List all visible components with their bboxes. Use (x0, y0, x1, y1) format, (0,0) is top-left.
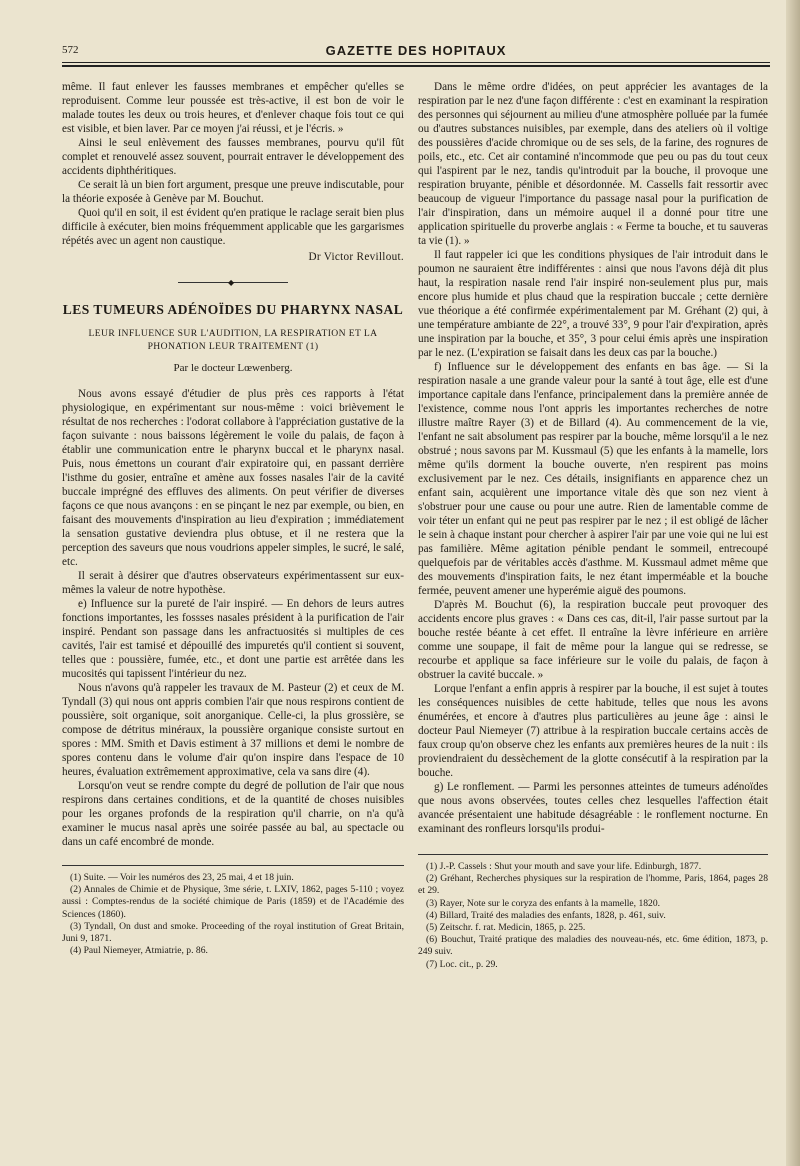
footnote-rule (62, 865, 404, 866)
author-signature: Dr Victor Revillout. (308, 251, 404, 263)
footnote: (7) Loc. cit., p. 29. (426, 958, 498, 970)
footnote: (2) Annales de Chimie et de Physique, 3me série, t. LXIV, 1862, pages 5-110 ; voyez aussi : Comptes-rendus de la société chimique de Paris (1859) et de l'Académie des Sciences (1860). (62, 884, 404, 920)
paragraph: Nous n'avons qu'à rappeler les travaux de M. Pasteur (2) et ceux de M. Tyndall (3) qui nous ont appris combien l'air que nous respirons contient de poussière, soit organique, soit anorganique. Celle-ci, la plus grossière, se compose de détritus minéraux, la poussière organique consiste surtout en spores : MM. Smith et Davis estiment à 37 millions et demi le nombre de spores contenu dans le volume d'air qu'on inspire dans l'espace de 10 heures, évaluation extrêmement approximative, cela va sans dire (4). (62, 682, 404, 778)
page-header (62, 40, 770, 62)
article-subtitle: LEUR INFLUENCE SUR L'AUDITION, LA RESPIRATION ET LA PHONATION LEUR TRAITEMENT (1) (88, 328, 378, 352)
paragraph: Lorsqu'on veut se rendre compte du degré de pollution de l'air que nous respirons dans certaines conditions, et de la quantité de choses nuisibles pour les organes profonds de la respiration qu'il charrie, on n'a qu'à examiner le mucus nasal après une soirée passée au bal, au spectacle ou dans un café encombré de monde. (62, 780, 404, 848)
paragraph: Quoi qu'il en soit, il est évident qu'en pratique le raclage serait bien plus difficile à exécuter, bien moins fréquemment applicable que les gargarismes répétés avec un agent non caustique. (62, 207, 404, 247)
footnotes-left (62, 872, 404, 957)
diamond-ornament-icon: ◆ (228, 278, 235, 287)
paragraph: f) Influence sur le développement des enfants en bas âge. — Si la respiration nasale a une grande valeur pour la santé à tout âge, elle est d'une importance capitale dans l'enfance, principalement dans la première année de l'existence, comme nous l'ont appris les importantes recherches de notre illustre maître Rayer (3) et de Billard (4). Au commencement de la vie, l'enfant ne sait absolument pas respirer par la bouche, même lorsqu'il a le nez obstrué ; nous savons par M. Kussmaul (5) que les enfants à la mamelle, lors même qu'ils dorment la bouche ouverte, n'en respirent pas moins exclusivement par le nez. Ces détails, insignifiants en apparence chez un enfant sain, acquièrent une importance vitale dès que son nez vient à s'obstruer pour une cause ou pour une autre. Rien de lamentable comme de voir téter un enfant qui ne peut pas respirer par le nez ; il est obligé de lâcher le sein à chaque instant pour chercher à aspirer l'air par une voie qui ne lui est pas familière. Même agitation pénible pendant le sommeil, entrecoupé quelquefois par de véritables accès d'asthme. M. Kussmaul admet même que des mouvements d'inspiration faits, le nez étant imperméable et la bouche fermée, peuvent amener une hyperémie aiguë des poumons. (418, 361, 768, 597)
paragraph: même. Il faut enlever les fausses membranes et empêcher qu'elles se reproduisent. Comme leur poussée est très-active, il est bon de voir le malade toutes les deux ou trois heures, et d'enlever chaque fois tout ce qui est visible, et bien laver. Par ce moyen j'ai réussi, et je l'écris. » (62, 81, 404, 135)
paragraph: Nous avons essayé d'étudier de plus près ces rapports à l'état physiologique, en expérimentant sur nous-même : voici brièvement le résultat de nos recherches : l'odorat collabore à l'appréciation gustative de la façon suivante : nous baissons légèrement le voile du palais, de façon à établir une communication entre le pharynx buccal et le pharynx nasal. Puis, nous émettons un courant d'air expiratoire qui, en passant derrière l'isthme du gosier, entraîne et amène aux fosses nasales l'air de la cavité buccale imprégné des effluves des aliments. On peut vérifier de diverses façons ce que nous avançons : en se pinçant le nez par exemple, ou bien, en faisant des mouvements d'inspiration au lieu d'expiration ; immédiatement la sensation gustative deviendra plus obtuse, et il ne restera que la perception des saveurs que nous voudrions appeler simples, le sucré, le salé, etc. (62, 388, 404, 568)
section-divider (178, 278, 288, 287)
header-rule (62, 62, 770, 67)
page-edge (786, 0, 800, 1166)
paragraph: Dans le même ordre d'idées, on peut apprécier les avantages de la respiration par le nez d'une façon différente : c'est en examinant la respiration des personnes qui séjournent au milieu d'une atmosphère polluée par la fumée ou d'autres substances nuisibles, par exemple, dans des ateliers où il voltige des poussières d'acide chromique ou de ses sels, de la farine, des rognures de poils, etc., etc. Cet air contaminé n'incommode que peu ou pas du tout ceux qui l'aspirent par le nez, tandis qu'introduit par la bouche, il provoque une respiration bruyante, pénible et désordonnée. M. Cassells fait ressortir avec beaucoup de vigueur l'importance du passage nasal pour la purification de l'air d'inspiration, dans un mémoire auquel il a donné pour titre une application spirituelle du proverbe anglais : « Ferme ta bouche, et tu sauveras ta vie (1). » (418, 81, 768, 247)
left-column (62, 80, 404, 957)
paragraph: Ainsi le seul enlèvement des fausses membranes, pourvu qu'il fût complet et renouvelé assez souvent, pourrait entraver le développement des accidents diphthéritiques. (62, 137, 404, 177)
footnote: (2) Gréhant, Recherches physiques sur la respiration de l'homme, Paris, 1864, pages 28 et 29. (418, 873, 768, 897)
footnote: (4) Paul Niemeyer, Atmiatrie, p. 86. (70, 945, 208, 957)
paragraph: Il serait à désirer que d'autres observateurs expérimentassent sur eux-mêmes la valeur de notre hypothèse. (62, 570, 404, 596)
footnote: (1) J.-P. Cassels : Shut your mouth and save your life. Edinburgh, 1877. (426, 861, 702, 872)
footnote: (3) Tyndall, On dust and smoke. Proceeding of the royal institution of Great Britain, Juni 9, 1871. (62, 920, 404, 945)
footnote: (4) Billard, Traité des maladies des enfants, 1828, p. 461, suiv. (426, 909, 666, 921)
paragraph: g) Le ronflement. — Parmi les personnes atteintes de tumeurs adénoïdes que nous avons observées, toutes celles chez lesquelles l'affection était avancée présentaient une habitude désagréable : le ronflement nocturne. En examinant des ronfleurs lorsqu'ils produi- (418, 781, 768, 835)
paragraph: Lorque l'enfant a enfin appris à respirer par la bouche, il est sujet à toutes les conséquences nuisibles de cette habitude, telles que nous les avons énumérées, et encore à d'autres plus particulières au jeune âge : ainsi le docteur Paul Niemeyer (7) attribue à la respiration buccale certains accès de faux croup qu'on observe chez les enfants aux premières heures de la nuit : ils proviendraient du dessèchement de la glotte consécutif à la respiration par la bouche. (418, 683, 768, 779)
footnote-rule (418, 854, 768, 855)
paragraph: D'après M. Bouchut (6), la respiration buccale peut provoquer des accidents encore plus graves : « Dans ces cas, dit-il, l'air passe surtout par la bouche restée béante à cet effet. Il entraîne la lèvre inférieure en arrière comme une soupape, il fait de même pour la langue qui se redresse, se recourbe et applique sa face inférieure sur le voile du palais, de façon à obstruer la cavité buccale. » (418, 599, 768, 681)
footnote: (6) Bouchut, Traité pratique des maladies des nouveau-nés, etc. 6me édition, 1873, p. 249 suiv. (418, 934, 768, 958)
right-column (418, 80, 768, 971)
page-number: 572 (62, 44, 79, 56)
paragraph: Ce serait là un bien fort argument, presque une preuve indiscutable, pour la théorie exposée à Genève par M. Bouchut. (62, 179, 404, 205)
paragraph: Il faut rappeler ici que les conditions physiques de l'air introduit dans le poumon ne sauraient être indifférentes : ainsi que nous l'avons déjà dit plus haut, la respiration nasale rend l'air inspiré non-seulement plus pur, mais encore plus humide et plus chaud que la respiration buccale ; cette dernière vue théorique a été confirmée expérimentalement par M. Gréhant (2) qui, à une température ambiante de 22°, a trouvé 33°, 9 pour l'air d'expiration, après une inspiration par la bouche, et 35°, 3 pour celui émis après une inspiration par le nez. (L'expiration se faisait dans les deux cas par la bouche.) (418, 249, 768, 359)
journal-title: GAZETTE DES HOPITAUX (325, 43, 507, 58)
article-author: Par le docteur Lœwenberg. (173, 362, 293, 374)
footnotes-right (418, 861, 768, 971)
footnote: (3) Rayer, Note sur le coryza des enfants à la mamelle, 1820. (426, 897, 661, 909)
paragraph: e) Influence sur la pureté de l'air inspiré. — En dehors de leurs autres fonctions importantes, les fossses nasales président à la purification de l'air inspiré. Pendant son passage dans les anfractuosités si multiples de ces cavités, l'air est tamisé et dépouillé des impuretés qu'il contient si souvent, telles que : poussière, fumée, etc., et dont une partie est arrêtée dans les mucosités qui tapissent l'intérieur du nez. (62, 598, 404, 680)
article-title: LES TUMEURS ADÉNOÏDES DU PHARYNX NASAL (62, 302, 404, 317)
footnote: (5) Zeitschr. f. rat. Medicin, 1865, p. 225. (426, 922, 586, 934)
footnote: (1) Suite. — Voir les numéros des 23, 25 mai, 4 et 18 juin. (70, 872, 294, 883)
